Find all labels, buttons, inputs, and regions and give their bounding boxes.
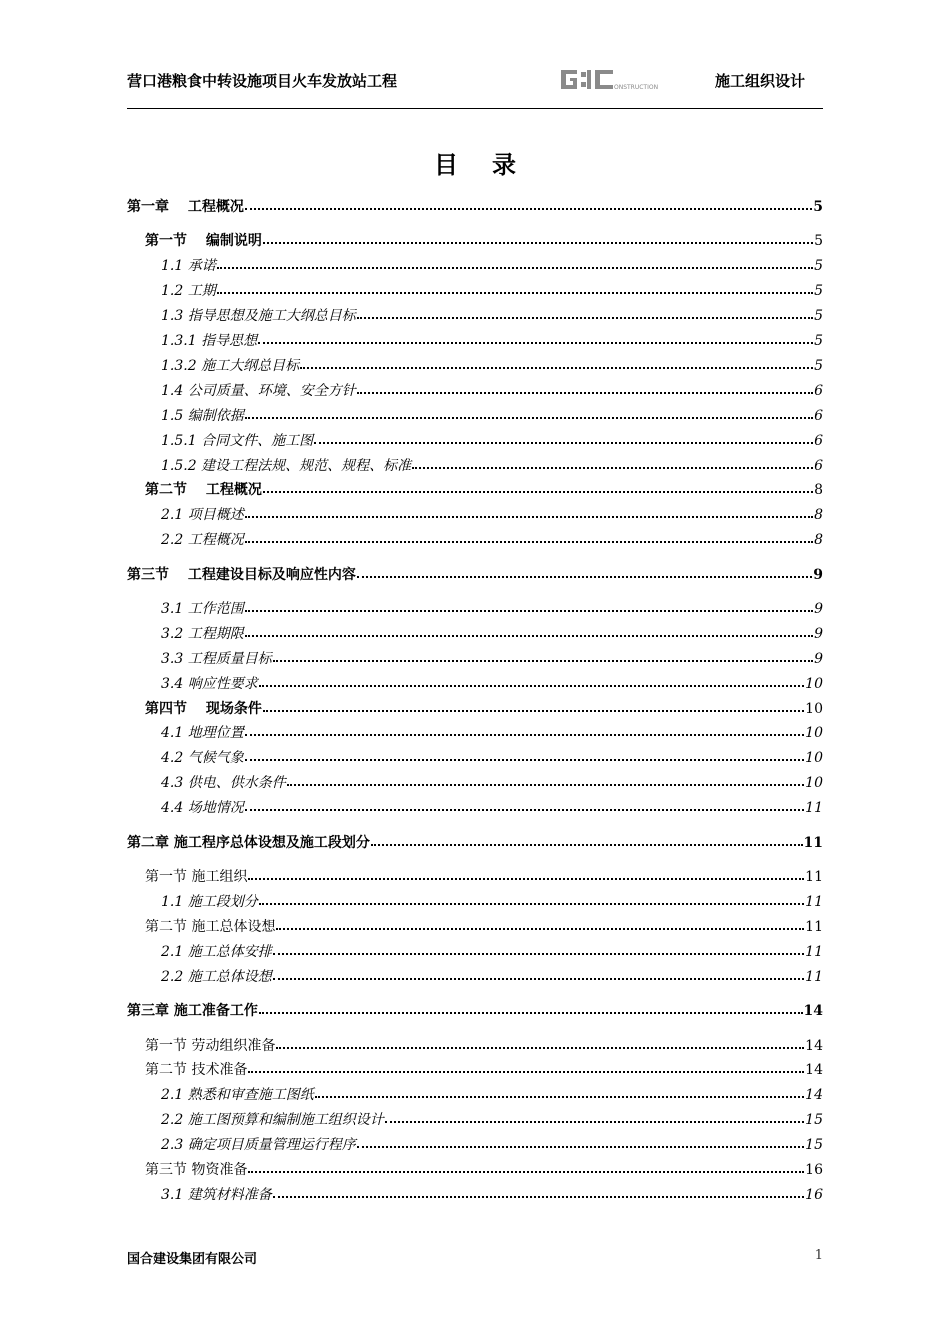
- toc-entry-label: 2.1 施工总体安排: [161, 944, 272, 960]
- toc-entry-page: 8: [814, 482, 823, 498]
- toc-entry[interactable]: [127, 833, 823, 853]
- toc-dot-leader: [314, 431, 813, 445]
- toc-entry-page: 10: [805, 775, 823, 791]
- page-header: [127, 62, 823, 109]
- header-document-type: 施工组织设计: [714, 72, 805, 90]
- toc-entry[interactable]: [161, 256, 823, 276]
- toc-entry-label: 3.4 响应性要求: [161, 676, 258, 692]
- toc-entry-page: 5: [814, 258, 823, 274]
- toc-dot-leader: [263, 699, 804, 713]
- toc-entry[interactable]: [161, 674, 823, 694]
- toc-entry[interactable]: [161, 773, 823, 793]
- toc-entry-label: 第二节 技术准备: [145, 1062, 248, 1078]
- toc-dot-leader: [245, 723, 804, 737]
- toc-entry-label: 3.1 工作范围: [161, 601, 244, 617]
- toc-entry-page: 11: [803, 835, 823, 851]
- toc-entry-page: 5: [814, 308, 823, 324]
- toc-entry-label: 1.3.2 施工大纲总目标: [161, 358, 300, 374]
- toc-entry[interactable]: [145, 480, 823, 500]
- toc-entry-label: 1.1 施工段划分: [161, 894, 258, 910]
- toc-entry-label: 1.4 公司质量、环境、安全方针: [161, 383, 356, 399]
- toc-entry-page: 15: [805, 1137, 823, 1153]
- toc-entry-label: 第四节 现场条件: [145, 701, 262, 717]
- toc-entry-label: 2.1 熟悉和审查施工图纸: [161, 1087, 314, 1103]
- toc-entry[interactable]: [145, 1160, 823, 1180]
- toc-entry-page: 11: [805, 969, 823, 985]
- toc-entry[interactable]: [161, 723, 823, 743]
- toc-entry-page: 5: [813, 199, 823, 215]
- toc-dot-leader: [263, 480, 813, 494]
- toc-entry[interactable]: [127, 1001, 823, 1021]
- toc-dot-leader: [273, 967, 804, 981]
- toc-title: [0, 145, 950, 180]
- toc-dot-leader: [248, 1160, 804, 1174]
- toc-entry[interactable]: [145, 1036, 823, 1056]
- toc-entry-page: 11: [805, 800, 823, 816]
- toc-dot-leader: [357, 565, 812, 579]
- toc-dot-leader: [245, 624, 813, 638]
- toc-dot-leader: [357, 381, 813, 395]
- toc-entry-page: 9: [814, 626, 823, 642]
- toc-dot-leader: [259, 892, 804, 906]
- toc-entry-page: 10: [805, 701, 823, 717]
- toc-entry[interactable]: [161, 599, 823, 619]
- toc-dot-leader: [276, 917, 804, 931]
- toc-entry-label: 2.3 确定项目质量管理运行程序: [161, 1137, 356, 1153]
- toc-entry[interactable]: [161, 1110, 823, 1130]
- toc-entry-label: 1.1 承诺: [161, 258, 216, 274]
- toc-entry-label: 1.5.1 合同文件、施工图: [161, 433, 314, 449]
- toc-entry-label: 第一节 施工组织: [145, 869, 248, 885]
- toc-entry[interactable]: [161, 892, 823, 912]
- toc-entry-label: 2.2 施工总体设想: [161, 969, 272, 985]
- toc-entry[interactable]: [161, 624, 823, 644]
- toc-dot-leader: [245, 599, 813, 613]
- toc-entry[interactable]: [161, 798, 823, 818]
- toc-title-char-1: 目: [434, 151, 458, 179]
- toc-entry-label: 第三节 物资准备: [145, 1162, 248, 1178]
- toc-entry[interactable]: [161, 942, 823, 962]
- toc-entry[interactable]: [161, 748, 823, 768]
- toc-entry-label: 第三节 工程建设目标及响应性内容: [127, 567, 356, 583]
- toc-entry-label: 第二节 施工总体设想: [145, 919, 276, 935]
- toc-entry[interactable]: [145, 867, 823, 887]
- toc-entry[interactable]: [161, 456, 823, 476]
- toc-dot-leader: [357, 306, 813, 320]
- toc-entry-page: 9: [814, 651, 823, 667]
- toc-dot-leader: [263, 231, 813, 245]
- toc-entry-page: 11: [805, 944, 823, 960]
- toc-entry[interactable]: [161, 431, 823, 451]
- toc-dot-leader: [217, 256, 813, 270]
- toc-dot-leader: [273, 649, 813, 663]
- toc-entry-page: 6: [814, 383, 823, 399]
- toc-entry[interactable]: [161, 505, 823, 525]
- header-project-title: 营口港粮食中转设施项目火车发放站工程: [127, 72, 398, 90]
- toc-entry[interactable]: [161, 1085, 823, 1105]
- toc-title-char-2: 录: [492, 151, 516, 179]
- toc-entry-page: 8: [814, 532, 823, 548]
- toc-entry-page: 8: [814, 507, 823, 523]
- toc-entry-page: 15: [805, 1112, 823, 1128]
- toc-dot-leader: [412, 456, 813, 470]
- toc-entry-label: 第一节 劳动组织准备: [145, 1038, 276, 1054]
- footer-company-name: 国合建设集团有限公司: [127, 1252, 258, 1267]
- toc-entry-label: 第二节 工程概况: [145, 482, 262, 498]
- toc-dot-leader: [245, 798, 804, 812]
- toc-entry-page: 9: [813, 567, 823, 583]
- toc-entry[interactable]: [161, 530, 823, 550]
- toc-entry-page: 6: [814, 458, 823, 474]
- toc-entry-page: 10: [805, 676, 823, 692]
- toc-entry[interactable]: [161, 649, 823, 669]
- toc-dot-leader: [248, 1060, 804, 1074]
- toc-dot-leader: [287, 773, 804, 787]
- toc-entry[interactable]: [161, 1185, 823, 1205]
- toc-entry-page: 14: [805, 1062, 823, 1078]
- toc-entry-page: 5: [814, 283, 823, 299]
- toc-dot-leader: [258, 331, 813, 345]
- toc-dot-leader: [273, 1185, 804, 1199]
- toc-dot-leader: [371, 833, 803, 847]
- toc-entry-label: 3.3 工程质量目标: [161, 651, 272, 667]
- toc-entry-label: 4.4 场地情况: [161, 800, 244, 816]
- toc-entry-label: 3.1 建筑材料准备: [161, 1187, 272, 1203]
- toc-entry[interactable]: [161, 967, 823, 987]
- company-logo: [559, 64, 661, 94]
- footer-page-number: 1: [814, 1248, 823, 1263]
- toc-dot-leader: [273, 942, 804, 956]
- toc-entry-page: 16: [805, 1162, 823, 1178]
- toc-entry-page: 10: [805, 750, 823, 766]
- toc-dot-leader: [300, 356, 813, 370]
- toc-entry-label: 2.2 施工图预算和编制施工组织设计: [161, 1112, 384, 1128]
- toc-entry[interactable]: [145, 917, 823, 937]
- toc-dot-leader: [259, 674, 804, 688]
- toc-dot-leader: [245, 530, 813, 544]
- toc-entry-page: 6: [814, 433, 823, 449]
- toc-entry[interactable]: [127, 565, 823, 585]
- toc-entry-label: 第二章 施工程序总体设想及施工段划分: [127, 835, 370, 851]
- toc-entry[interactable]: [161, 356, 823, 376]
- toc-dot-leader: [276, 1036, 804, 1050]
- svg-text:ONSTRUCTION: ONSTRUCTION: [614, 84, 659, 91]
- toc-entry-page: 14: [803, 1003, 823, 1019]
- toc-entry-label: 2.2 工程概况: [161, 532, 244, 548]
- toc-entry-label: 1.3 指导思想及施工大纲总目标: [161, 308, 356, 324]
- toc-dot-leader: [245, 406, 813, 420]
- toc-dot-leader: [385, 1110, 804, 1124]
- toc-entry-label: 第一章 工程概况: [127, 199, 244, 215]
- toc-entry-page: 9: [814, 601, 823, 617]
- toc-entry[interactable]: [161, 381, 823, 401]
- toc-dot-leader: [357, 1135, 804, 1149]
- toc-dot-leader: [245, 505, 813, 519]
- toc-entry[interactable]: [161, 331, 823, 351]
- toc-entry-page: 6: [814, 408, 823, 424]
- toc-entry[interactable]: [161, 281, 823, 301]
- toc-entry-label: 1.2 工期: [161, 283, 216, 299]
- toc-entry[interactable]: [161, 1135, 823, 1155]
- toc-entry-page: 5: [814, 358, 823, 374]
- toc-entry[interactable]: [145, 231, 823, 251]
- toc-entry-page: 10: [805, 725, 823, 741]
- toc-entry-label: 3.2 工程期限: [161, 626, 244, 642]
- toc-entry-page: 5: [814, 333, 823, 349]
- toc-entry-page: 14: [805, 1038, 823, 1054]
- toc-dot-leader: [217, 281, 813, 295]
- toc-entry-label: 1.5.2 建设工程法规、规范、规程、标准: [161, 458, 412, 474]
- toc-entry[interactable]: [161, 406, 823, 426]
- toc-entry-page: 11: [805, 869, 823, 885]
- toc-entry-page: 11: [805, 894, 823, 910]
- toc-entry-page: 14: [805, 1087, 823, 1103]
- toc-entry[interactable]: [161, 306, 823, 326]
- toc-entry-label: 第三章 施工准备工作: [127, 1003, 258, 1019]
- toc-entry-page: 16: [805, 1187, 823, 1203]
- toc-entry-label: 4.1 地理位置: [161, 725, 244, 741]
- toc-dot-leader: [245, 197, 812, 211]
- toc-entry[interactable]: [145, 1060, 823, 1080]
- toc-entry-page: 11: [805, 919, 823, 935]
- toc-dot-leader: [315, 1085, 804, 1099]
- toc-entry-label: 4.2 气候气象: [161, 750, 244, 766]
- toc-entry-label: 2.1 项目概述: [161, 507, 244, 523]
- toc-entry-label: 1.5 编制依据: [161, 408, 244, 424]
- toc-entry-label: 1.3.1 指导思想: [161, 333, 258, 349]
- toc-entry[interactable]: [145, 699, 823, 719]
- toc-dot-leader: [248, 867, 804, 881]
- toc-dot-leader: [245, 748, 804, 762]
- toc-entry-label: 第一节 编制说明: [145, 233, 262, 249]
- toc-entry-page: 5: [814, 233, 823, 249]
- toc-entry[interactable]: [127, 197, 823, 217]
- toc-dot-leader: [259, 1001, 803, 1015]
- toc-entry-label: 4.3 供电、供水条件: [161, 775, 286, 791]
